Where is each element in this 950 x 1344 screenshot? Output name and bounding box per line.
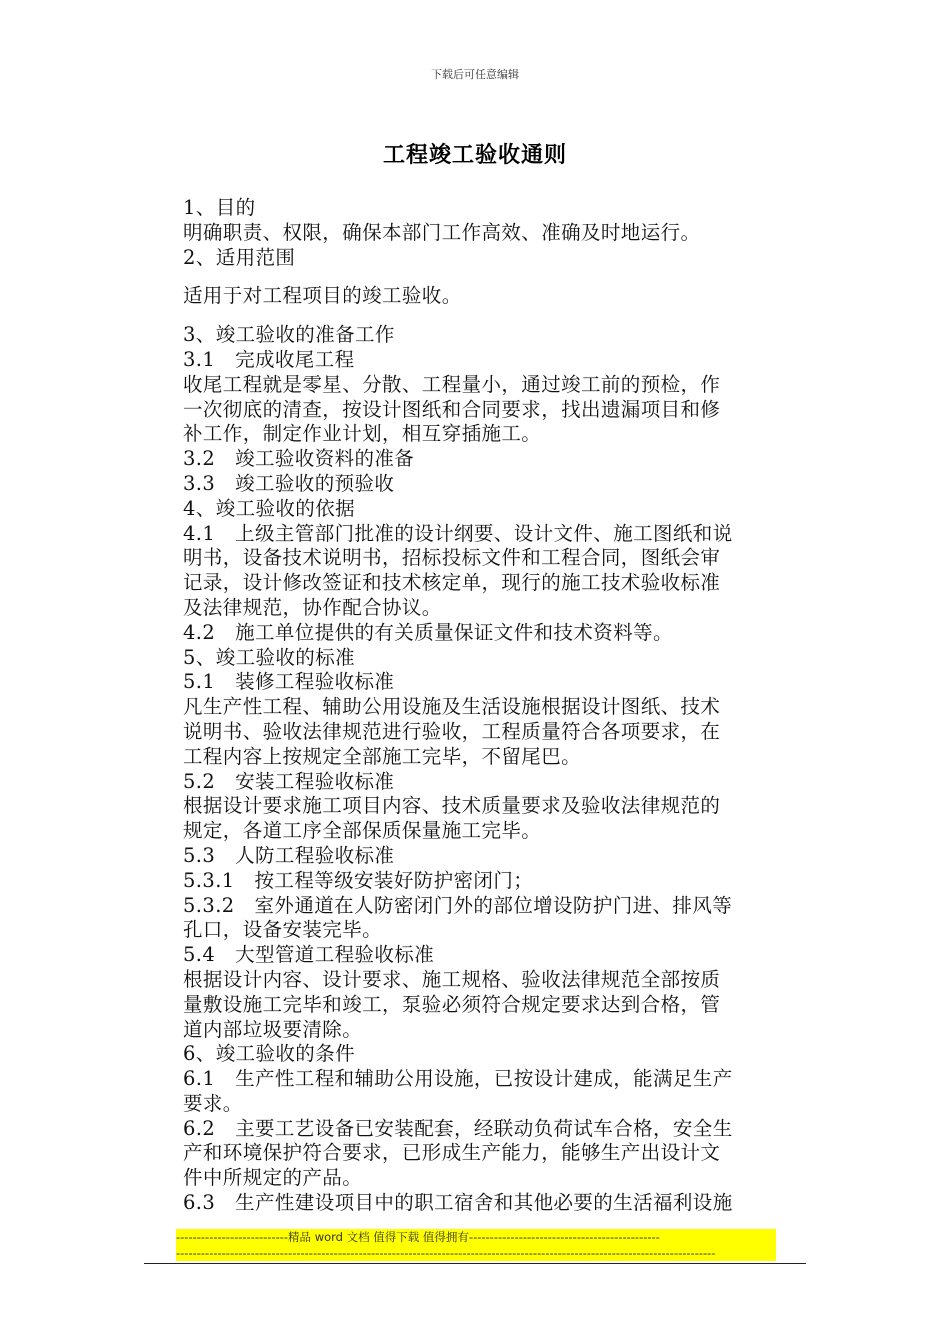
subsection-heading: 5.4 大型管道工程验收标准 [183, 943, 435, 967]
paragraph-line: 记录，设计修改签证和技术核定单，现行的施工技术验收标准 [183, 571, 721, 595]
subsection-heading: 3.3 竣工验收的预验收 [183, 471, 395, 495]
document-body [183, 196, 807, 1216]
section-heading: 2、适用范围 [183, 245, 296, 269]
section-heading: 5、竣工验收的标准 [183, 645, 356, 669]
paragraph-line: 工程内容上按规定全部施工完毕，不留尾巴。 [183, 744, 582, 768]
paragraph-line: 量敷设施工完毕和竣工，泵验必须符合规定要求达到合格，管 [183, 992, 721, 1016]
subsection-heading: 5.3 人防工程验收标准 [183, 843, 395, 867]
paragraph-line: 根据设计内容、设计要求、施工规格、验收法律规范全部按质 [183, 967, 721, 991]
paragraph-line: 孔口，设备安装完毕。 [183, 918, 383, 942]
paragraph-line: 6.1 生产性工程和辅助公用设施，已按设计建成，能满足生产 [183, 1067, 733, 1091]
section-heading: 3、竣工验收的准备工作 [183, 323, 395, 347]
paragraph-line: 说明书、验收法律规范进行验收，工程质量符合各项要求，在 [183, 719, 721, 743]
paragraph-line: 5.3.1 按工程等级安装好防护密闭门； [183, 868, 534, 892]
footer-dash-line: ---------------------------------------------------------------------------------------------------------------------------------- [176, 1245, 776, 1261]
paragraph-line: 一次彻底的清查，按设计图纸和合同要求，找出遗漏项目和修 [183, 397, 721, 421]
footer-divider [144, 1263, 806, 1264]
paragraph-line: 规定，各道工序全部保质保量施工完毕。 [183, 819, 542, 843]
paragraph-line: 6.2 主要工艺设备已安装配套，经联动负荷试车合格，安全生 [183, 1116, 733, 1140]
paragraph-line: 要求。 [183, 1091, 243, 1115]
paragraph-line: 补工作，制定作业计划，相互穿插施工。 [183, 422, 542, 446]
document-title: 工程竣工验收通则 [382, 143, 567, 168]
paragraph-line: 道内部垃圾要清除。 [183, 1017, 363, 1041]
paragraph-line: 5.3.2 室外通道在人防密闭门外的部位增设防护门进、排风等 [183, 893, 733, 917]
subsection-heading: 5.1 装修工程验收标准 [183, 670, 395, 694]
paragraph-line: 根据设计要求施工项目内容、技术质量要求及验收法律规范的 [183, 794, 721, 818]
section-heading: 6、竣工验收的条件 [183, 1042, 356, 1066]
section-heading: 4、竣工验收的依据 [183, 496, 356, 520]
paragraph-line: 产和环境保护符合要求，已形成生产能力，能够生产出设计文 [183, 1141, 721, 1165]
subsection-heading: 3.1 完成收尾工程 [183, 347, 355, 371]
paragraph-line: 明书，设备技术说明书，招标投标文件和工程合同，图纸会审 [183, 546, 721, 570]
paragraph-line: 适用于对工程项目的竣工验收。 [183, 284, 462, 308]
paragraph-line: 明确职责、权限，确保本部门工作高效、准确及时地运行。 [183, 220, 701, 244]
subsection-heading: 3.2 竣工验收资料的准备 [183, 447, 415, 471]
footer-banner: ---------------------------精品 word 文档 值得下载 值得拥有---------------------------------------------- [176, 1229, 776, 1245]
paragraph-line: 件中所规定的产品。 [183, 1166, 363, 1190]
section-heading: 1、目的 [183, 196, 256, 219]
paragraph-line: 4.1 上级主管部门批准的设计纲要、设计文件、施工图纸和说 [183, 521, 733, 545]
page-header-note: 下载后可任意编辑 [431, 68, 519, 81]
subsection-heading: 5.2 安装工程验收标准 [183, 769, 395, 793]
paragraph-line: 凡生产性工程、辅助公用设施及生活设施根据设计图纸、技术 [183, 695, 721, 719]
paragraph-line: 6.3 生产性建设项目中的职工宿舍和其他必要的生活福利设施 [183, 1191, 733, 1215]
paragraph-line: 及法律规范，协作配合协议。 [183, 595, 442, 619]
subsection-heading: 4.2 施工单位提供的有关质量保证文件和技术资料等。 [183, 620, 673, 644]
paragraph-line: 收尾工程就是零星、分散、工程量小，通过竣工前的预检，作 [183, 372, 721, 396]
